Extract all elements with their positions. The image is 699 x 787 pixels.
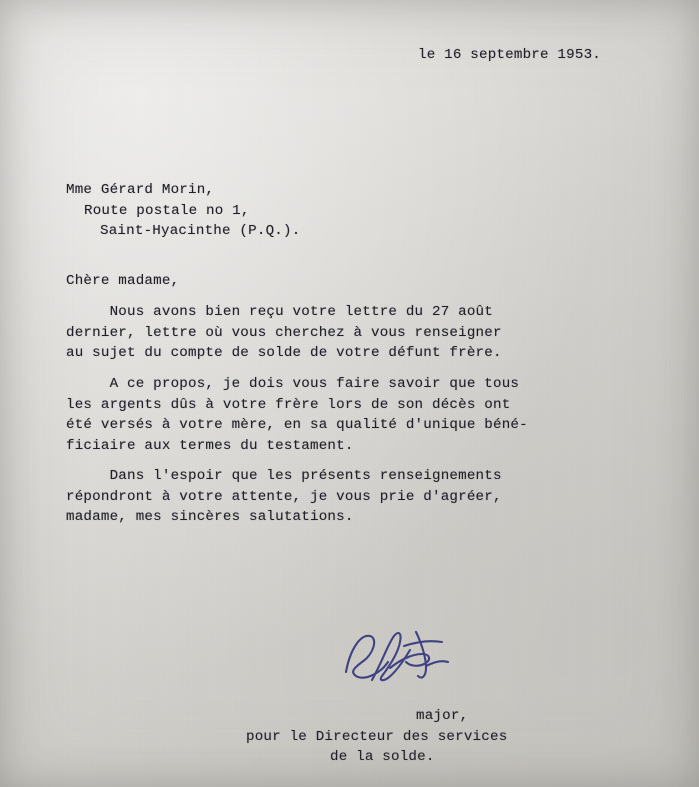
paragraph-1-line-3: au sujet du compte de solde de votre défunt frère. [66, 345, 502, 361]
paragraph-1-line-1: Nous avons bien reçu votre lettre du 27 août [66, 304, 493, 320]
paragraph-3-line-1: Dans l'espoir que les présents renseignements [66, 468, 502, 484]
paragraph-3-line-2: répondront à votre attente, je vous prie d'agréer, [66, 488, 502, 505]
paragraph-3-line-3: madame, mes sincères salutations. [66, 509, 354, 525]
paragraph-2-line-4: ficiaire aux termes du testament. [66, 437, 354, 454]
paragraph-3 [66, 466, 626, 528]
closing-line-3: de la solde. [330, 749, 435, 765]
closing-line-2: pour le Directeur des services [246, 728, 508, 745]
closing-block [246, 706, 507, 768]
addressee-line-2: Route postale no 1, [84, 202, 250, 219]
handwritten-signature [330, 610, 460, 700]
salutation: Chère madame, [66, 273, 180, 289]
paragraph-2-line-1: A ce propos, je dois vous faire savoir que tous [66, 376, 520, 392]
closing-line-1: major, [416, 708, 469, 724]
paragraph-2-line-3: été versés à votre mère, en sa qualité d'unique béné- [66, 417, 528, 433]
addressee-line-3: Saint-Hyacinthe (P.Q.). [100, 223, 301, 239]
addressee-line-1: Mme Gérard Morin, [66, 182, 215, 198]
paragraph-1-line-2: dernier, lettre où vous cherchez à vous renseigner [66, 324, 502, 341]
addressee-block [66, 180, 300, 242]
paragraph-2 [66, 374, 626, 456]
date-line: le 16 septembre 1953. [418, 47, 601, 63]
paragraph-2-line-2: les argents dûs à votre frère lors de son décès ont [66, 396, 511, 413]
paragraph-1 [66, 302, 626, 364]
